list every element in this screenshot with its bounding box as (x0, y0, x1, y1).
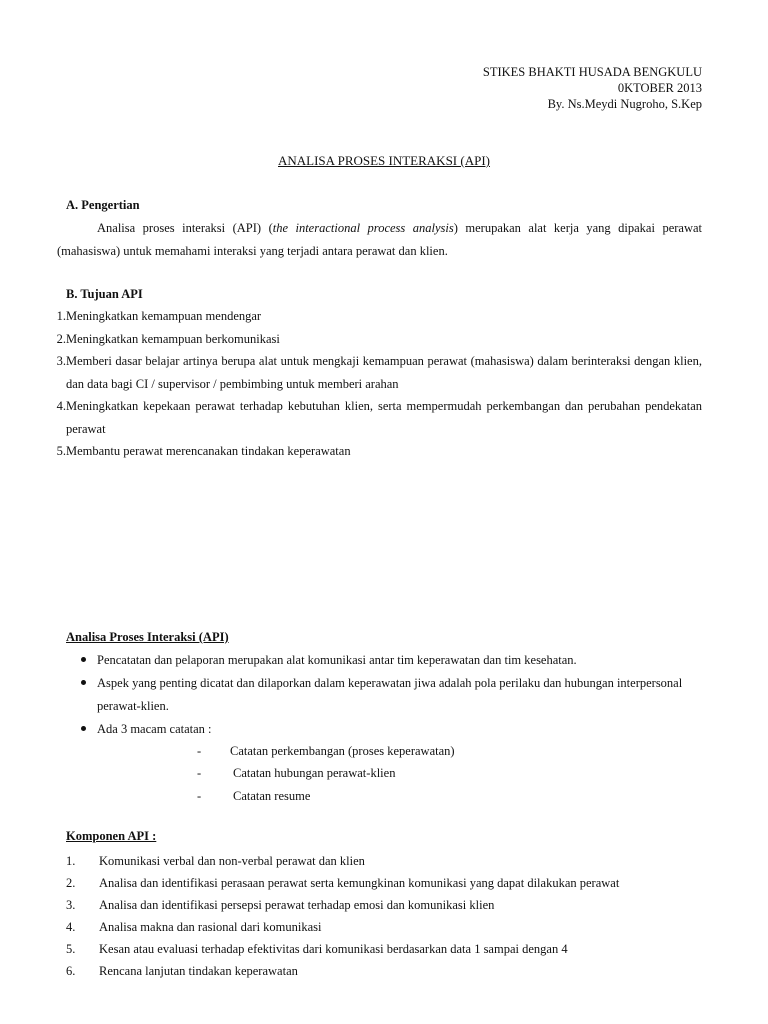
bullet-text: Ada 3 macam catatan : (97, 722, 212, 736)
list-item (66, 960, 706, 982)
para-text-start: Analisa proses interaksi (API) ( (97, 221, 273, 235)
list-item (56, 328, 702, 351)
list-item (66, 894, 706, 916)
list-item (66, 916, 706, 938)
document-date: 0KTOBER 2013 (617, 81, 702, 95)
section-a-paragraph (57, 217, 702, 262)
list-item-text: Memberi dasar belajar artinya berupa alat untuk mengkaji kemampuan perawat (mahasiswa) dalam berinteraksi dengan klien, dan data bagi CI / supervisor / pembimbing untuk memberi arahan (66, 354, 702, 391)
para-text-end: ) merupakan alat kerja yang dipakai perawat (mahasiswa) untuk memahami interaksi yang terjadi antara perawat dan klien. (57, 221, 702, 258)
bullet-text: Pencatatan dan pelaporan merupakan alat komunikasi antar tim keperawatan dan tim kesehatan. (97, 653, 577, 667)
api-bullet-list (81, 649, 703, 741)
section-a-heading: A. Pengertian (66, 198, 140, 212)
dash-marker: - (197, 744, 202, 758)
list-item-text: Meningkatkan kepekaan perawat terhadap kebutuhan klien, serta mempermudah perkembangan dan perubahan pendekatan perawat (66, 399, 702, 436)
dash-marker: - (197, 766, 202, 780)
list-item-text: Analisa dan identifikasi persepsi perawat terhadap emosi dan komunikasi klien (99, 898, 495, 912)
list-item-text: Analisa dan identifikasi perasaan perawat serta kemungkinan komunikasi yang dapat dilakukan perawat (99, 876, 620, 890)
list-item (66, 872, 706, 894)
list-item (56, 395, 702, 440)
list-item (66, 938, 706, 960)
document-header (483, 64, 702, 112)
list-item-number: 3. (56, 354, 66, 368)
list-item-number: 4. (56, 399, 66, 413)
list-item-number: 3. (66, 898, 76, 912)
bullet-icon (81, 657, 86, 662)
list-item-text: Meningkatkan kemampuan berkomunikasi (66, 331, 280, 346)
list-item-number: 5. (56, 444, 66, 458)
sub-item-text: Catatan resume (233, 789, 311, 803)
bullet-item (81, 718, 703, 741)
list-item-number: 4. (66, 920, 76, 934)
sub-item-text: Catatan perkembangan (proses keperawatan) (230, 744, 455, 758)
list-item-text: Rencana lanjutan tindakan keperawatan (99, 964, 298, 978)
list-item (56, 440, 702, 463)
bullet-icon (81, 726, 86, 731)
list-item (66, 850, 706, 872)
bullet-item (81, 672, 703, 718)
list-item-text: Meningkatkan kemampuan mendengar (66, 309, 262, 323)
list-item-number: 1. (56, 309, 66, 323)
document-author: By. Ns.Meydi Nugroho, S.Kep (547, 97, 702, 111)
institution-name: STIKES BHAKTI HUSADA BENGKULU (482, 65, 702, 79)
sub-item-text: Catatan hubungan perawat-klien (233, 766, 396, 780)
list-item-number: 2. (66, 876, 76, 890)
list-item-text: Analisa makna dan rasional dari komunikasi (99, 920, 322, 934)
bullet-text: Aspek yang penting dicatat dan dilaporkan dalam keperawatan jiwa adalah pola perilaku dan hubungan interpersonal perawat-klien. (97, 676, 683, 713)
bullet-item (81, 649, 703, 672)
komponen-list (66, 850, 706, 982)
list-item-text: Membantu perawat merencanakan tindakan keperawatan (66, 444, 351, 458)
list-item-number: 1. (66, 854, 76, 868)
api-section-heading: Analisa Proses Interaksi (API) (66, 630, 229, 644)
tujuan-list (56, 305, 702, 463)
komponen-heading: Komponen API : (66, 829, 157, 843)
list-item (56, 350, 702, 395)
dash-marker: - (197, 789, 202, 803)
list-item-number: 6. (66, 964, 76, 978)
list-item (56, 305, 702, 328)
list-item-number: 5. (66, 942, 76, 956)
bullet-icon (81, 680, 86, 685)
list-item-text: Komunikasi verbal dan non-verbal perawat dan klien (99, 854, 365, 868)
para-text-italic: the interactional process analysis (272, 221, 454, 235)
section-b-heading: B. Tujuan API (66, 287, 143, 301)
document-title: ANALISA PROSES INTERAKSI (API) (278, 153, 490, 168)
list-item-number: 2. (56, 331, 66, 346)
list-item-text: Kesan atau evaluasi terhadap efektivitas dari komunikasi berdasarkan data 1 sampai dengan 4 (99, 942, 568, 956)
